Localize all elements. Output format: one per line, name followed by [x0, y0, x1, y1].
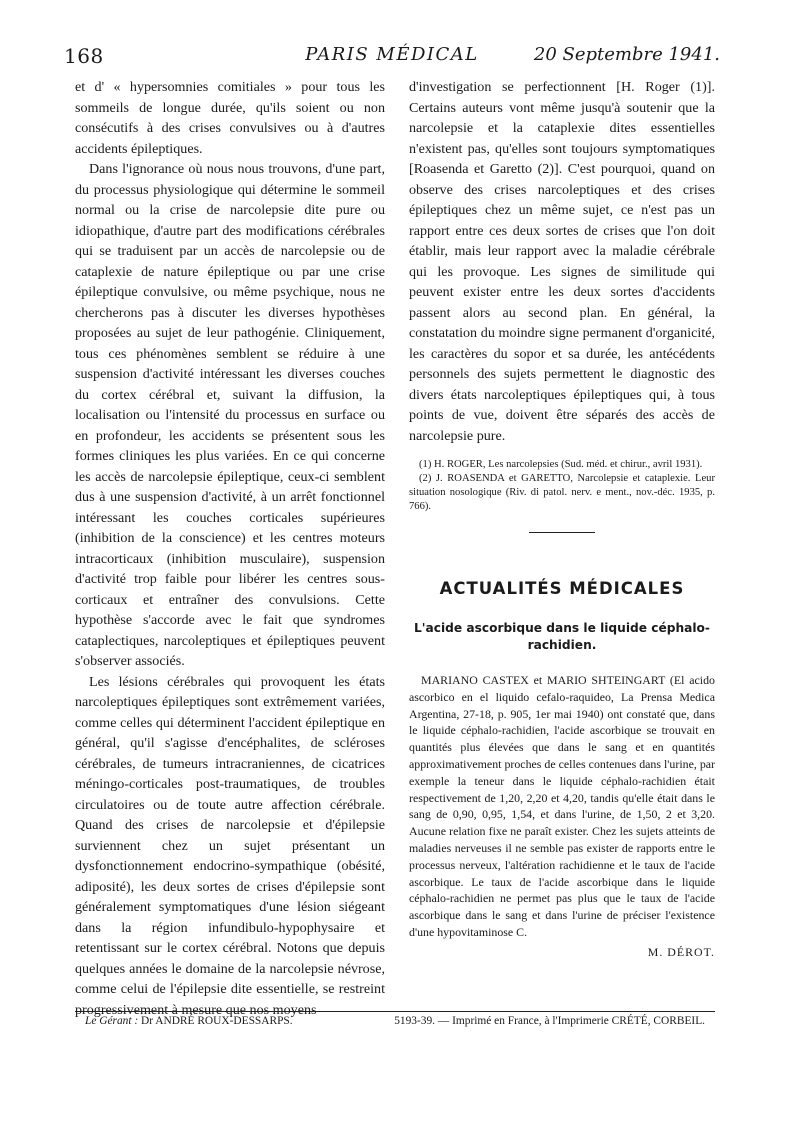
left-paragraph-2: Dans l'ignorance où nous nous trouvons, d'une part, du processus physiologique qui détermine le sommeil normal ou la crise de narcolepsie dite pure ou idiopathique, d'autre part des modifications cérébrales qui se traduisent par un accès de narcolepsie ou de cataplexie de nature épileptique ou par une crise épileptique convulsive, ou même psychique, nous ne chercherons pas à discuter les diverses hypothèses proposées au sujet de leur pathogénie. Cliniquement, tous ces phénomènes semblent se réduire à une suspension d'activité intéressant les diverses couches du cortex cérébral et, suivant la diffusion, la localisation ou l'intensité du processus en surface ou en profondeur, les accidents se présentent sous les formes cliniques les plus variées. En ce qui concerne les accès de narcolepsie épileptique, ceux-ci semblent dus à une suspension d'activité, à un arrêt fonctionnel intéressant les couches corticales supérieures (inhibition de la conscience) et les centres moteurs intracorticaux (inhibition musculaire), suspension d'activité trop faible pour libérer les centres sous-corticaux et entraîner des convulsions. Cette hypothèse s'accorde avec le fait que syndromes cataplectiques, narcoleptiques et épileptiques peuvent s'observer associés. — [75, 161, 385, 669]
section-heading: ACTUALITÉS MÉDICALES — [439, 579, 685, 598]
article-body: MARIANO CASTEX et MARIO SHTEINGART (El acido ascorbico en el liquido cefalo-raquideo, La Prensa Medica Argentina, 27-18, p. 905, 1er mai 1940) ont constaté que, dans le liquide céphalo-rachidien, l'acide ascorbique se trouvait en quantités plus élevées que dans le sang et en quantités approximativement proches de celles contenues dans l'urine, par exemple la teneur dans le liquide céphalo-rachidien était respectivement de 1,20, 2,20 et 4,20, tandis qu'elle était dans le sang de 0,90, 0,95, 1,54, et dans l'urine, de 1,50, 2 et 3,20. Aucune relation fixe ne paraît exister. Chez les sujets atteints de maladies nerveuses il ne semble pas exister de rapports entre le processus nerveux, l'altération rachidienne et le taux de l'acide ascorbique. Le taux de l'acide ascorbique dans le liquide céphalo-rachidien ne permet pas plus que le taux de l'acide ascorbique dans le sang et dans l'urine de préciser l'existence d'une hypovitaminose C. — [409, 673, 715, 939]
running-header — [64, 44, 720, 74]
page-footer — [75, 1015, 715, 1035]
right-paragraph: d'investigation se perfectionnent [H. Roger (1)]. Certains auteurs vont même jusqu'à soutenir que la narcolepsie et la cataplexie dites essentielles n'existent pas, qu'elles sont toujours symptomatiques [Roasenda et Garetto (2)]. C'est pourquoi, quand on observe des crises narcoleptiques et des crises épileptiques chez un même sujet, ce n'est pas un rapport entre ces deux sortes de crises que l'on doit établir, mais leur rapport avec la maladie cérébrale qui les provoque. Les signes de similitude qui peuvent exister entre les deux sortes d'accidents passent alors au second plan. En général, la constatation du moindre signe permanent d'organicité, les caractères du sopor et sa durée, les antécédents personnels des sujets permettent le diagnostic des divers états narcoleptiques épileptiques qui, à tous points de vue, doivent être séparés des accès de narcolepsie pure. — [409, 79, 715, 444]
journal-title: PARIS MÉDICAL — [305, 44, 479, 65]
footnote-1: (1) H. ROGER, Les narcolepsies (Sud. méd. et chirur., avril 1931). — [419, 459, 703, 470]
footer-manager — [85, 1015, 293, 1027]
left-paragraph-3: Les lésions cérébrales qui provoquent les états narcoleptiques épileptiques sont extrêmement variées, comme celles qui déterminent l'accident épileptique en général, qu'il s'agisse d'encéphalites, de scléroses cérébrales, de tumeurs intracraniennes, de cicatrices méningo-corticales post-traumatiques, de troubles circulatoires ou de toute autre affection cérébrale. Quand des crises de narcolepsie et d'épilepsie surviennent chez un sujet présentant un dysfonctionnement endocrino-sympathique (obésité, adiposité), les deux sortes de crises d'épilepsie sont généralement symptomatiques d'une lésion siégeant dans la région infundibulo-hypophysaire et retentissant sur le cortex cérébral. Notons que depuis quelques années le domaine de la narcolepsie névrose, comme celui de l'épilepsie dite essentielle, se restreint progressivement à mesure que nos moyens — [75, 673, 385, 1018]
manager-name: Dr ANDRÉ ROUX-DESSARPS. — [141, 1015, 293, 1027]
right-column — [409, 77, 715, 960]
footnotes — [409, 458, 715, 514]
left-paragraph-1: et d' « hypersomnies comitiales » pour tous les sommeils de longue durée, qu'ils soient ou non consécutifs à des crises convulsives ou à d'autres accidents épileptiques. — [75, 79, 385, 157]
article-title: L'acide ascorbique dans le liquide céphalo-rachidien. — [414, 621, 710, 652]
footer-rule — [75, 1011, 715, 1012]
footer-printer: 5193-39. — Imprimé en France, à l'Imprimerie CRÉTÉ, CORBEIL. — [394, 1015, 705, 1027]
issue-date: 20 Septembre 1941. — [533, 44, 720, 65]
manager-label: Le Gérant : — [85, 1015, 139, 1027]
page-number: 168 — [64, 44, 104, 68]
article-signature: M. DÉROT. — [647, 944, 715, 959]
footnote-2: (2) J. ROASENDA et GARETTO, Narcolepsie et cataplexie. Leur situation nosologique (Riv. di patol. nerv. e ment., nov.-déc. 1935, p. 766). — [409, 473, 715, 512]
section-divider — [529, 532, 595, 533]
left-column — [75, 77, 385, 1020]
